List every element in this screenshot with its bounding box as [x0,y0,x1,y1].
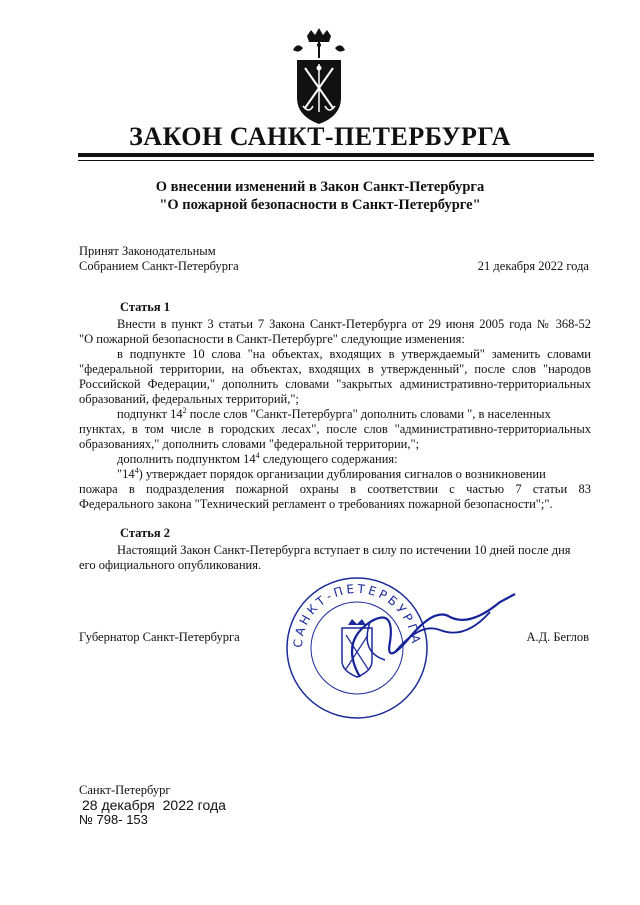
article-1-line: Российской Федерации," дополнить словами "закрытых административно-территориальных [79,377,591,391]
title-rule-thick [78,153,594,157]
article-1-line [79,452,591,467]
quoted-text: утверждает порядок организации дублирования сигналов о возникновении [145,467,546,481]
article-2-line: его официального опубликования. [79,558,262,572]
article-1-heading: Статья 1 [120,300,170,314]
quote-open: "14 [117,467,135,481]
subtitle-line-2: "О пожарной безопасности в Санкт-Петербурге" [159,197,481,213]
signing-date: 28 декабря 2022 года [82,797,226,813]
article-1-line [79,467,591,482]
article-1-line: в подпункте 10 слова "на объектах, входящих в утверждаемый" заменить словами [117,347,591,361]
article-1-line: образований, федеральных территорий,"; [79,392,299,406]
article-1-line [79,407,591,422]
article-1-line: Внести в пункт 3 статьи 7 Закона Санкт-Петербурга от 29 июня 2005 года № 368-52 [117,317,591,331]
article-1-line: Федерального закона "Технический регламент о требованиях пожарной безопасности";". [79,497,553,511]
add-subclause-text: следующего содержания: [262,452,398,466]
superscript: 4 [134,465,139,475]
add-subclause-prefix: дополнить подпунктом 14 [117,452,256,466]
superscript: 2 [182,405,187,415]
signature-icon [300,582,520,702]
law-title: ЗАКОН САНКТ-ПЕТЕРБУРГА [129,122,511,151]
article-1-line: образованиях," дополнить словами "федеральной территории,"; [79,437,420,451]
signatory-position: Губернатор Санкт-Петербурга [79,630,240,644]
seal-text: САНКТ-ПЕТЕРБУРГА [290,581,424,649]
adoption-date: 21 декабря 2022 года [477,259,589,273]
adopted-by-line-1: Принят Законодательным [79,244,216,258]
superscript: 4 [255,450,260,460]
article-1-line: "федеральной территории, на объектах, входящих в утвержденный", после слов "народов [79,362,591,376]
subclause-prefix: подпункт 14 [117,407,183,421]
coat-of-arms-icon [283,28,355,128]
article-1-line: пожара в подразделения пожарной охраны в соответствии с частью 7 статьи 83 [79,482,591,496]
title-rule-thin [78,160,594,161]
law-number: № 798- 153 [79,812,148,827]
adopted-by-line-2: Собранием Санкт-Петербурга [79,259,239,273]
subclause-text: после слов "Санкт-Петербурга" дополнить словами ", в населенных [189,407,551,421]
article-2-heading: Статья 2 [120,526,170,540]
signatory-name: А.Д. Беглов [526,630,589,644]
article-2-line: Настоящий Закон Санкт-Петербурга вступает в силу по истечении 10 дней после дня [117,543,571,557]
quote-close: ) [138,467,143,481]
subtitle-line-1: О внесении изменений в Закон Санкт-Петербурга [155,179,485,195]
article-1-line: "О пожарной безопасности в Санкт-Петербурге" следующие изменения: [79,332,465,346]
signing-place: Санкт-Петербург [79,783,171,797]
article-1-line: пунктах, в том числе в городских лесах", после слов "административно-территориальных [79,422,591,436]
